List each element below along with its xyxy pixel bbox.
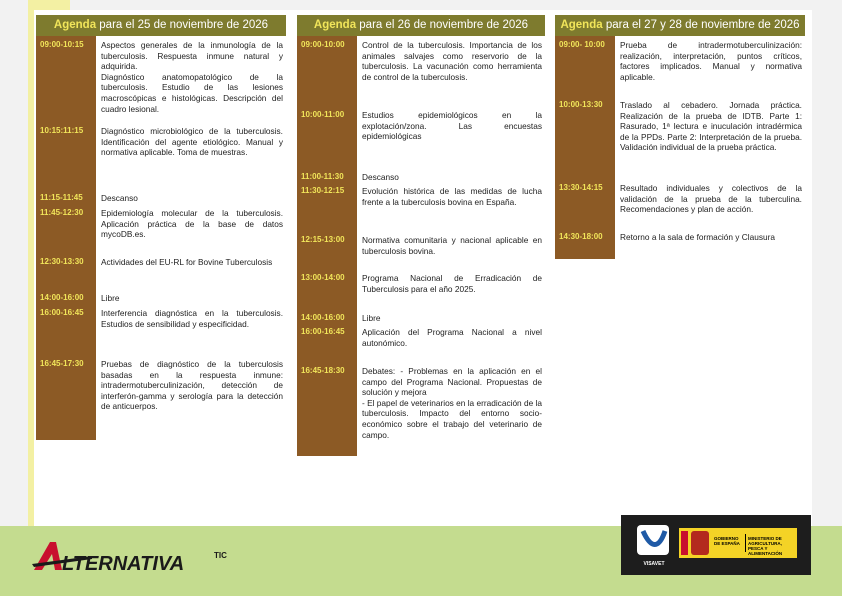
agenda-header-bold: Agenda: [560, 19, 603, 31]
agenda-description: Programa Nacional de Erradicación de Tuberculosis para el año 2025.: [362, 273, 542, 294]
agenda-column-day-26: [297, 15, 545, 456]
agenda-header: [555, 15, 805, 36]
agenda-time: 10:15:11:15: [40, 126, 84, 135]
agenda-time: 12:30-13:30: [40, 257, 84, 266]
spain-flag-icon: [681, 531, 688, 555]
agenda-description: Control de la tuberculosis. Importancia de los animales salvajes como reservorio de la tuberculosis. La vacunación como herramienta de control de la tuberculosis.: [362, 40, 542, 82]
agenda-column-day-25: [36, 15, 286, 440]
agenda-description: Prueba de intradermotuberculinización: realización, interpretación, puntos críticos, factores implicados. Manual y normativa aplicable.: [620, 40, 802, 82]
coat-of-arms-icon: [691, 531, 709, 555]
agenda-description: Libre: [101, 293, 120, 303]
agenda-description: Diagnóstico microbiológico de la tuberculosis. Identificación del agente etiológico. Manual y normativa aplicable. Toma de muestras.: [101, 126, 283, 158]
agenda-column-day-27-28: [555, 15, 805, 259]
agenda-time: 14:00-16:00: [40, 293, 84, 302]
agenda-body: [36, 36, 286, 440]
agenda-description: Descanso: [101, 193, 138, 203]
agenda-description: Normativa comunitaria y nacional aplicable en tuberculosis bovina.: [362, 235, 542, 256]
agenda-description: Libre: [362, 313, 381, 323]
agenda-description: Traslado al cebadero. Jornada práctica. Realización de la prueba de IDTB. Parte 1: Rasurado, 1ª lectura e inuculación intradérmica de la PPDs. Parte 2: Interpretación de la prueba. Validación individual de la prueba práctica.: [620, 100, 802, 153]
agenda-time: 12:15-13:00: [301, 235, 345, 244]
agenda-description: Pruebas de diagnóstico de la tuberculosis basadas en la respuesta inmune: intradermotuberculinización, detección de interferón-gamma y serología para la detección de anticuerpos.: [101, 359, 283, 412]
ministry-label: MINISTERIO DE AGRICULTURA, PESCA Y ALIMENTACIÓN: [748, 536, 783, 556]
visavet-logo: [625, 519, 683, 571]
agenda-description: Retorno a la sala de formación y Clausura: [620, 232, 775, 242]
government-label: GOBIERNO DE ESPAÑA: [714, 536, 740, 546]
partner-logos: [621, 515, 811, 575]
agenda-time: 14:00-16:00: [301, 313, 345, 322]
agenda-time: 11:30-12:15: [301, 186, 345, 195]
agenda-time: 16:45-18:30: [301, 366, 345, 375]
government-logo: [679, 528, 797, 558]
agenda-description: Aplicación del Programa Nacional a nivel autonómico.: [362, 327, 542, 348]
agenda-description: Estudios epidemiológicos en la explotación/zona. Las encuestas epidemiológicas: [362, 110, 542, 142]
agenda-description: Aspectos generales de la inmunología de la tuberculosis. Respuesta inmune natural y adquirida. Diagnóstico anatomopatológico de la tuberculosis. Estudio de las lesiones macroscópicas e histológicas. Descripción del cuadro lesional.: [101, 40, 283, 114]
agenda-body: [297, 36, 545, 456]
agenda-time: 13:00-14:00: [301, 273, 345, 282]
alternativa-logo: [32, 540, 232, 574]
agenda-time: 11:45-12:30: [40, 208, 84, 217]
agenda-description: Resultado individuales y colectivos de la validación de la prueba de la tuberculina. Recomendaciones y plan de acción.: [620, 183, 802, 215]
visavet-label: VISAVET: [643, 561, 665, 567]
time-bar: [555, 36, 615, 259]
logo-divider: [745, 534, 746, 552]
agenda-header-bold: Agenda: [313, 19, 357, 31]
agenda-description: Epidemiología molecular de la tuberculosis. Aplicación práctica de la base de datos mycoDB.es.: [101, 208, 283, 240]
agenda-time: 13:30-14:15: [559, 183, 603, 192]
agenda-header: [297, 15, 545, 36]
agenda-time: 09:00- 10:00: [559, 40, 605, 49]
agenda-time: 11:15-11:45: [40, 193, 83, 202]
agenda-description: Debates: - Problemas en la aplicación en el campo del Programa Nacional. Propuestas de solución y mejora - El papel de veterinarios en la erradicación de la tuberculosis. Impacto del entorno socio-económico sobre el trabajo del veterinario de campo.: [362, 366, 542, 440]
agenda-time: 10:00-13:30: [559, 100, 603, 109]
agenda-description: Descanso: [362, 172, 399, 182]
agenda-time: 09:00-10:00: [301, 40, 345, 49]
agenda-body: [555, 36, 805, 259]
visavet-emblem-icon: [625, 519, 683, 559]
logo-wordmark: LTERNATIVA: [62, 553, 185, 574]
agenda-header-bold: Agenda: [53, 19, 97, 31]
agenda-description: Evolución histórica de las medidas de lucha frente a la tuberculosis bovina en España.: [362, 186, 542, 207]
agenda-description: Actividades del EU-RL for Bovine Tuberculosis: [101, 257, 273, 267]
agenda-header-date: para el 25 de noviembre de 2026: [96, 19, 269, 31]
agenda-header-date: para el 26 de noviembre de 2026: [356, 19, 529, 31]
agenda-header-date: para el 27 y 28 de noviembre de 2026: [602, 19, 800, 31]
agenda-time: 11:00-11:30: [301, 172, 344, 181]
agenda-header: [36, 15, 286, 36]
agenda-time: 14:30-18:00: [559, 232, 603, 241]
agenda-time: 16:45-17:30: [40, 359, 84, 368]
agenda-time: 09:00-10:15: [40, 40, 84, 49]
agenda-description: Interferencia diagnóstica en la tuberculosis. Estudios de sensibilidad y especificidad.: [101, 308, 283, 329]
agenda-time: 16:00-16:45: [301, 327, 345, 336]
time-bar: [36, 36, 96, 440]
agenda-time: 10:00-11:00: [301, 110, 345, 119]
agenda-time: 16:00-16:45: [40, 308, 84, 317]
time-bar: [297, 36, 357, 456]
logo-suffix: TIC: [214, 551, 227, 560]
